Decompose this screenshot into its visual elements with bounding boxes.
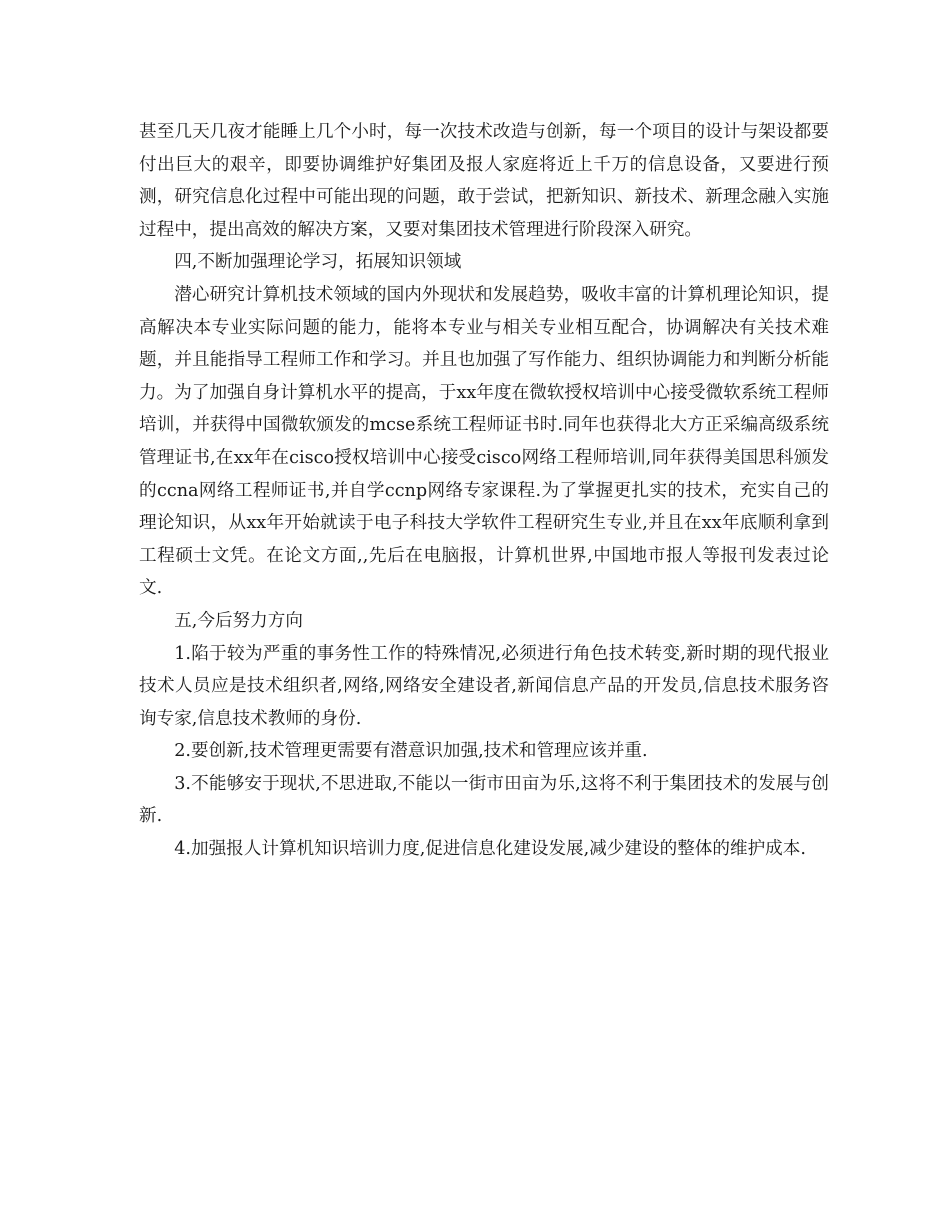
section-heading-five: 五,今后努力方向: [174, 610, 303, 631]
body-paragraph-study: 潜心研究计算机技术领域的国内外现状和发展趋势，吸收丰富的计算机理论知识，提高解决本专业实际问题的能力，能将本专业与相关专业相互配合，协调解决有关技术难题，并且能指导工程师工作和学习。并且也加强了写作能力、组织协调能力和判断分析能力。为了加强自身计算机水平的提高，于xx年度在微软授权培训中心接受微软系统工程师培训，并获得中国微软颁发的mcse系统工程师证书时.同年也获得北大方正采编高级系统管理证书,在xx年在cisco授权培训中心接受cisco网络工程师培训,同年获得美国思科颁发的ccna网络工程师证书,并自学ccnp网络专家课程.为了掌握更扎实的技术，充实自己的理论知识，从xx年开始就读于电子科技大学软件工程研究生专业,并且在xx年底顺利拿到工程硕士文凭。在论文方面,,先后在电脑报，计算机世界,中国地市报人等报刊发表过论文.: [139, 284, 829, 599]
body-paragraph-continued: 甚至几天几夜才能睡上几个小时，每一次技术改造与创新，每一个项目的设计与架设都要付出巨大的艰辛，即要协调维护好集团及报人家庭将近上千万的信息设备，又要进行预测，研究信息化过程中可能出现的问题，敢于尝试，把新知识、新技术、新理念融入实施过程中，提出高效的解决方案，又要对集团技术管理进行阶段深入研究。: [139, 122, 829, 240]
section-heading-four: 四,不断加强理论学习，拓展知识领域: [174, 252, 462, 273]
list-item-4: 4.加强报人计算机知识培训力度,促进信息化建设发展,减少建设的整体的维护成本.: [174, 839, 806, 860]
list-item-1: 1.陷于较为严重的事务性工作的特殊情况,必须进行角色技术转变,新时期的现代报业技术人员应是技术组织者,网络,网络安全建设者,新闻信息产品的开发员,信息技术服务咨询专家,信息技术教师的身份.: [139, 643, 829, 729]
document-body: [139, 116, 829, 866]
list-item-2: 2.要创新,技术管理更需要有潜意识加强,技术和管理应该并重.: [174, 741, 648, 762]
list-item-3: 3.不能够安于现状,不思进取,不能以一街市田亩为乐,这将不利于集团技术的发展与创新.: [139, 773, 829, 827]
